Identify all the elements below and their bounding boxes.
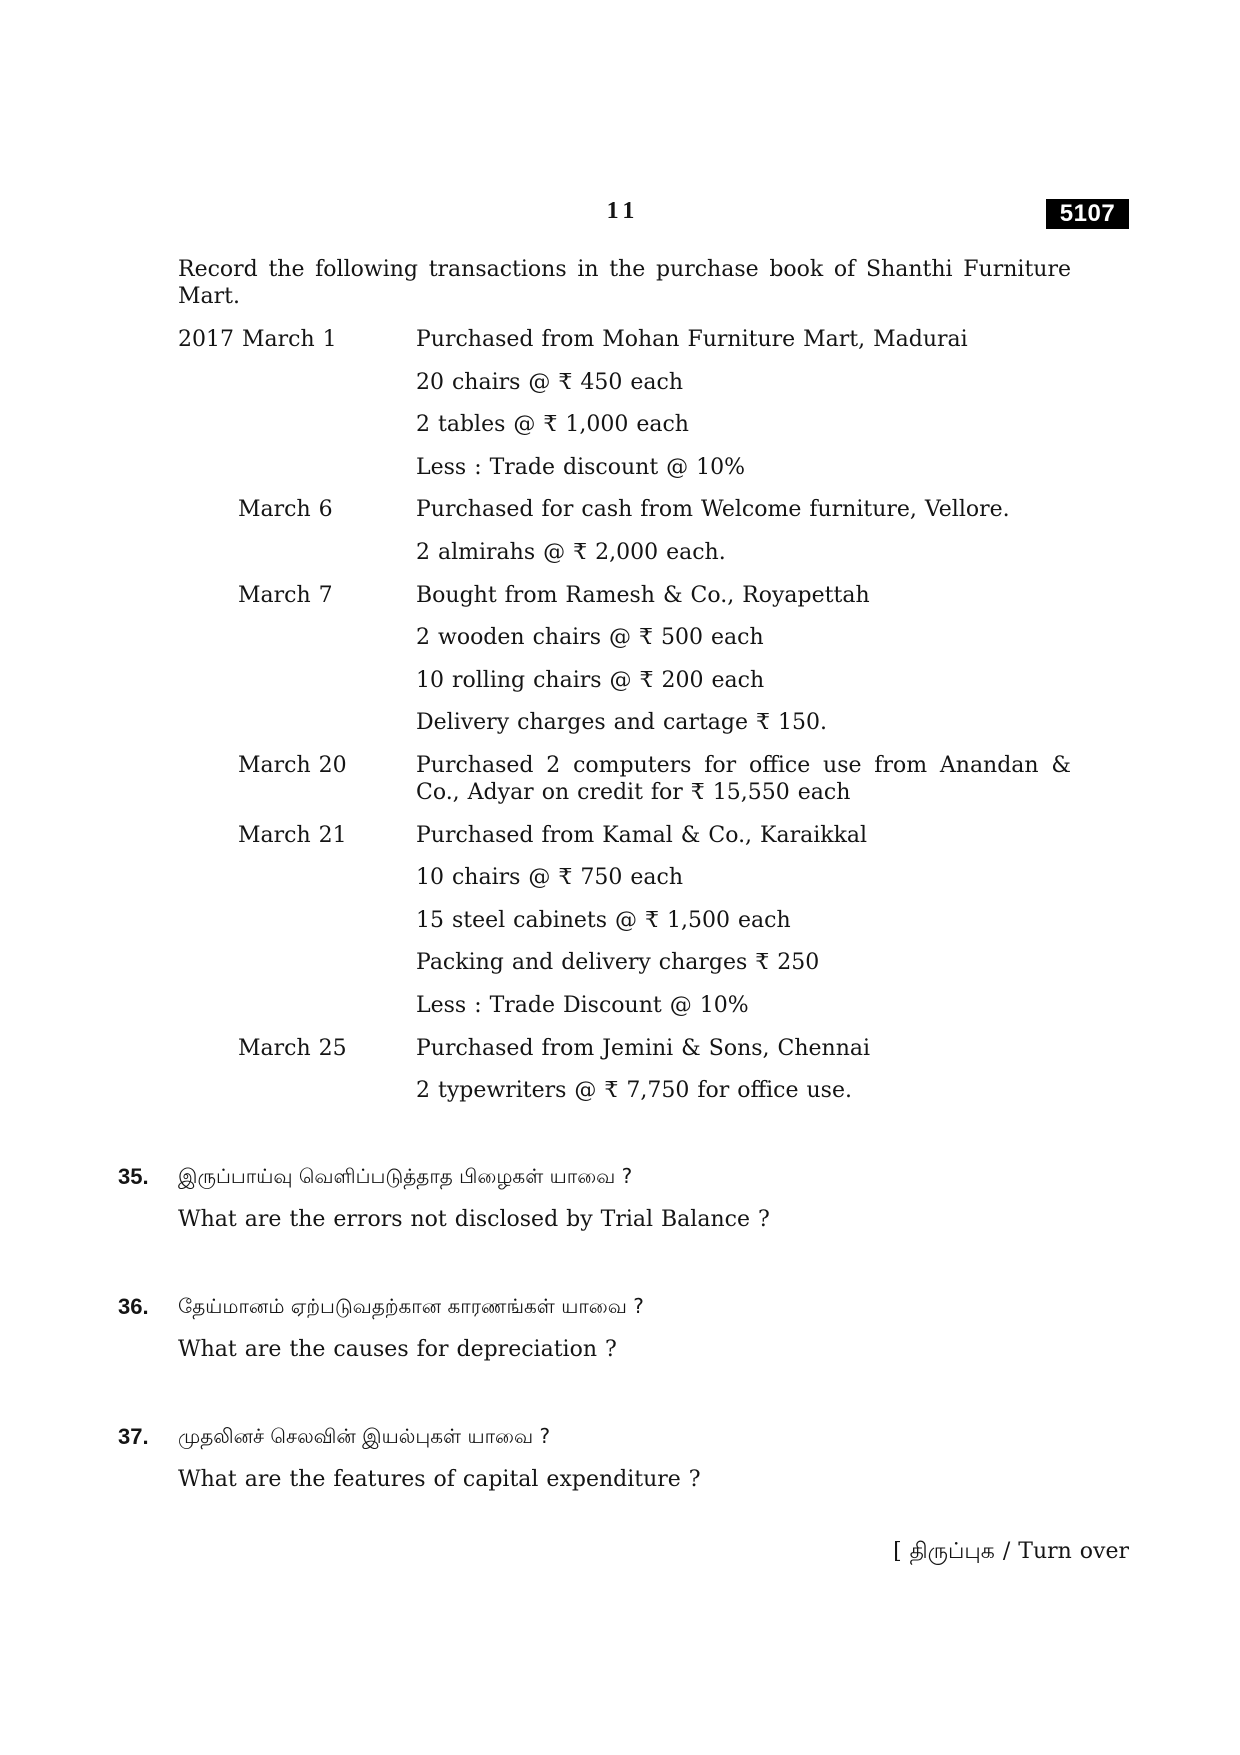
transaction-line: Purchased from Mohan Furniture Mart, Madurai <box>416 327 968 352</box>
transaction-line: Purchased from Jemini & Sons, Chennai <box>416 1035 871 1061</box>
transaction-list <box>178 326 1071 1120</box>
transaction-line: 20 chairs @ ₹ 450 each <box>416 369 684 395</box>
instruction-line: Record the following transactions in the purchase book of Shanthi Furniture <box>178 257 1071 282</box>
transaction-date: March 7 <box>238 582 333 608</box>
transaction-row <box>178 369 1071 396</box>
transaction-row <box>178 667 1071 694</box>
transaction-line: 2 typewriters @ ₹ 7,750 for office use. <box>416 1078 852 1104</box>
transaction-row <box>178 822 1071 849</box>
question-number: 36. <box>118 1294 149 1319</box>
transaction-row <box>178 1035 1071 1062</box>
transaction-row <box>178 539 1071 566</box>
question-tamil: முதலினச் செலவின் இயல்புகள் யாவை ? <box>178 1424 551 1448</box>
instruction-paragraph <box>178 256 1071 310</box>
transaction-row <box>178 454 1071 481</box>
transaction-line: 10 chairs @ ₹ 750 each <box>416 865 684 891</box>
transaction-date: March 21 <box>238 822 347 848</box>
transaction-date: March 20 <box>238 752 347 778</box>
question-35 <box>118 1163 1118 1243</box>
question-english: What are the causes for depreciation ? <box>178 1337 617 1362</box>
transaction-row <box>178 864 1071 891</box>
transaction-line: Bought from Ramesh & Co., Royapettah <box>416 582 870 608</box>
transaction-row <box>178 1077 1071 1104</box>
question-37 <box>118 1423 1118 1503</box>
turn-over-note: [ திருப்புக / Turn over <box>893 1539 1129 1564</box>
paper-code-badge: 5107 <box>1046 199 1129 229</box>
question-36 <box>118 1293 1118 1373</box>
transaction-line: 2 wooden chairs @ ₹ 500 each <box>416 625 764 651</box>
page-number: 11 <box>606 198 640 224</box>
transaction-line: Purchased from Kamal & Co., Karaikkal <box>416 822 868 848</box>
transaction-row <box>178 949 1071 976</box>
transaction-line: 15 steel cabinets @ ₹ 1,500 each <box>416 907 791 933</box>
transaction-row <box>178 709 1071 736</box>
question-number: 37. <box>118 1424 149 1449</box>
transaction-line: Co., Adyar on credit for ₹ 15,550 each <box>416 779 851 805</box>
transaction-row <box>178 907 1071 934</box>
transaction-row <box>178 582 1071 609</box>
transaction-line: 2 tables @ ₹ 1,000 each <box>416 412 689 438</box>
transaction-row <box>178 411 1071 438</box>
transaction-line: Less : Trade discount @ 10% <box>416 454 746 480</box>
transaction-line: Less : Trade Discount @ 10% <box>416 992 749 1018</box>
transaction-line: Purchased 2 computers for office use from Anandan & <box>416 752 1071 778</box>
transaction-date: 2017 March 1 <box>178 327 337 352</box>
transaction-line: Purchased for cash from Welcome furniture, Vellore. <box>416 497 1010 523</box>
question-english: What are the errors not disclosed by Trial Balance ? <box>178 1207 770 1232</box>
transaction-date: March 6 <box>238 497 333 523</box>
transaction-line: 10 rolling chairs @ ₹ 200 each <box>416 667 765 693</box>
question-english: What are the features of capital expenditure ? <box>178 1467 701 1492</box>
transaction-row <box>178 496 1071 523</box>
question-number: 35. <box>118 1164 149 1189</box>
transaction-row <box>178 624 1071 651</box>
transaction-line: 2 almirahs @ ₹ 2,000 each. <box>416 539 726 565</box>
transaction-line-wrapped <box>416 752 1071 806</box>
question-tamil: தேய்மானம் ஏற்படுவதற்கான காரணங்கள் யாவை ? <box>178 1294 644 1318</box>
transaction-row <box>178 992 1071 1019</box>
instruction-line: Mart. <box>178 284 240 309</box>
question-tamil: இருப்பாய்வு வெளிப்படுத்தாத பிழைகள் யாவை ? <box>178 1164 633 1188</box>
transaction-line: Packing and delivery charges ₹ 250 <box>416 950 820 976</box>
transaction-line: Delivery charges and cartage ₹ 150. <box>416 710 827 736</box>
transaction-row <box>178 326 1071 353</box>
transaction-row <box>178 752 1071 806</box>
transaction-date: March 25 <box>238 1035 347 1061</box>
